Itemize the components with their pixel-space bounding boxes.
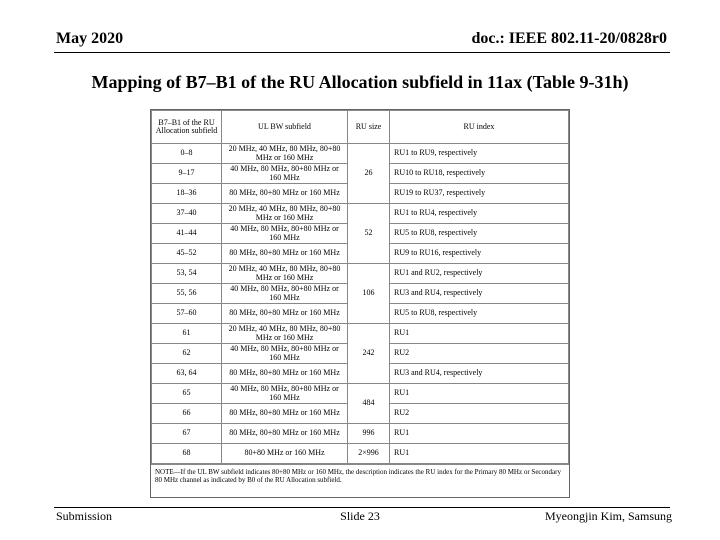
- table-row: [152, 424, 569, 444]
- cell-ru-index: RU9 to RU16, respectively: [390, 244, 569, 264]
- cell-ru-size: 106: [348, 264, 390, 324]
- cell-ru-size: 26: [348, 144, 390, 204]
- table-row: [152, 204, 569, 224]
- cell-ul-bw: 20 MHz, 40 MHz, 80 MHz, 80+80 MHz or 160 MHz: [222, 324, 348, 344]
- cell-ru-size: 2×996: [348, 444, 390, 464]
- cell-b7-b1: 61: [152, 324, 222, 344]
- cell-ru-index: RU1 to RU4, respectively: [390, 204, 569, 224]
- cell-b7-b1: 45–52: [152, 244, 222, 264]
- footer-slide-number: Slide 23: [340, 509, 380, 523]
- cell-b7-b1: 68: [152, 444, 222, 464]
- cell-b7-b1: 57–60: [152, 304, 222, 324]
- cell-ul-bw: 40 MHz, 80 MHz, 80+80 MHz or 160 MHz: [222, 224, 348, 244]
- cell-ul-bw: 40 MHz, 80 MHz, 80+80 MHz or 160 MHz: [222, 284, 348, 304]
- cell-b7-b1: 9–17: [152, 164, 222, 184]
- cell-ru-index: RU5 to RU8, respectively: [390, 304, 569, 324]
- cell-ru-index: RU1 and RU2, respectively: [390, 264, 569, 284]
- header-rule: [54, 52, 670, 53]
- cell-b7-b1: 41–44: [152, 224, 222, 244]
- cell-ru-index: RU3 and RU4, respectively: [390, 364, 569, 384]
- cell-b7-b1: 55, 56: [152, 284, 222, 304]
- cell-b7-b1: 62: [152, 344, 222, 364]
- header-doc-id: doc.: IEEE 802.11-20/0828r0: [471, 30, 667, 47]
- cell-ru-index: RU3 and RU4, respectively: [390, 284, 569, 304]
- ru-allocation-table-image: [150, 109, 570, 498]
- slide-title: Mapping of B7–B1 of the RU Allocation subfield in 11ax (Table 9-31h): [91, 72, 629, 92]
- cell-ru-index: RU1: [390, 324, 569, 344]
- cell-ru-index: RU19 to RU37, respectively: [390, 184, 569, 204]
- footer-submission: Submission: [56, 509, 113, 523]
- cell-ul-bw: 20 MHz, 40 MHz, 80 MHz, 80+80 MHz or 160 MHz: [222, 264, 348, 284]
- cell-ul-bw: 40 MHz, 80 MHz, 80+80 MHz or 160 MHz: [222, 344, 348, 364]
- cell-ul-bw: 20 MHz, 40 MHz, 80 MHz, 80+80 MHz or 160 MHz: [222, 204, 348, 224]
- cell-ru-size: 484: [348, 384, 390, 424]
- cell-ru-index: RU1: [390, 444, 569, 464]
- cell-ru-index: RU10 to RU18, respectively: [390, 164, 569, 184]
- table-note: NOTE—If the UL BW subfield indicates 80+80 MHz or 160 MHz, the description indicates the RU index for the Primary 80 MHz or Secondary 80 MHz channel as indicated by B0 of the RU Allocation subfield.: [151, 464, 569, 488]
- cell-ul-bw: 80 MHz, 80+80 MHz or 160 MHz: [222, 304, 348, 324]
- cell-ru-index: RU5 to RU8, respectively: [390, 224, 569, 244]
- col-header-ru-index: RU index: [390, 111, 569, 144]
- table-row: [152, 444, 569, 464]
- cell-b7-b1: 18–36: [152, 184, 222, 204]
- col-header-ul-bw: UL BW subfield: [222, 111, 348, 144]
- header-date: May 2020: [56, 30, 124, 47]
- cell-ul-bw: 40 MHz, 80 MHz, 80+80 MHz or 160 MHz: [222, 164, 348, 184]
- cell-ul-bw: 80 MHz, 80+80 MHz or 160 MHz: [222, 244, 348, 264]
- table-row: [152, 324, 569, 344]
- table-row: [152, 144, 569, 164]
- cell-b7-b1: 37–40: [152, 204, 222, 224]
- ru-allocation-table: [151, 110, 569, 464]
- cell-b7-b1: 63, 64: [152, 364, 222, 384]
- cell-b7-b1: 53, 54: [152, 264, 222, 284]
- footer-author: Myeongjin Kim, Samsung: [544, 509, 672, 523]
- cell-ul-bw: 20 MHz, 40 MHz, 80 MHz, 80+80 MHz or 160 MHz: [222, 144, 348, 164]
- cell-ru-index: RU1: [390, 384, 569, 404]
- cell-b7-b1: 65: [152, 384, 222, 404]
- cell-ul-bw: 80 MHz, 80+80 MHz or 160 MHz: [222, 424, 348, 444]
- cell-b7-b1: 66: [152, 404, 222, 424]
- cell-ru-size: 996: [348, 424, 390, 444]
- col-header-ru-size: RU size: [348, 111, 390, 144]
- cell-ru-size: 52: [348, 204, 390, 264]
- cell-ul-bw: 80 MHz, 80+80 MHz or 160 MHz: [222, 184, 348, 204]
- col-header-b7-b1: B7–B1 of the RU Allocation subfield: [152, 111, 222, 144]
- table-row: [152, 384, 569, 404]
- cell-ru-size: 242: [348, 324, 390, 384]
- cell-ru-index: RU1: [390, 424, 569, 444]
- cell-ul-bw: 80+80 MHz or 160 MHz: [222, 444, 348, 464]
- table-row: [152, 264, 569, 284]
- cell-ul-bw: 80 MHz, 80+80 MHz or 160 MHz: [222, 404, 348, 424]
- cell-ul-bw: 80 MHz, 80+80 MHz or 160 MHz: [222, 364, 348, 384]
- cell-ru-index: RU2: [390, 344, 569, 364]
- cell-ru-index: RU1 to RU9, respectively: [390, 144, 569, 164]
- footer-rule: [54, 507, 670, 508]
- cell-b7-b1: 67: [152, 424, 222, 444]
- cell-b7-b1: 0–8: [152, 144, 222, 164]
- cell-ul-bw: 40 MHz, 80 MHz, 80+80 MHz or 160 MHz: [222, 384, 348, 404]
- cell-ru-index: RU2: [390, 404, 569, 424]
